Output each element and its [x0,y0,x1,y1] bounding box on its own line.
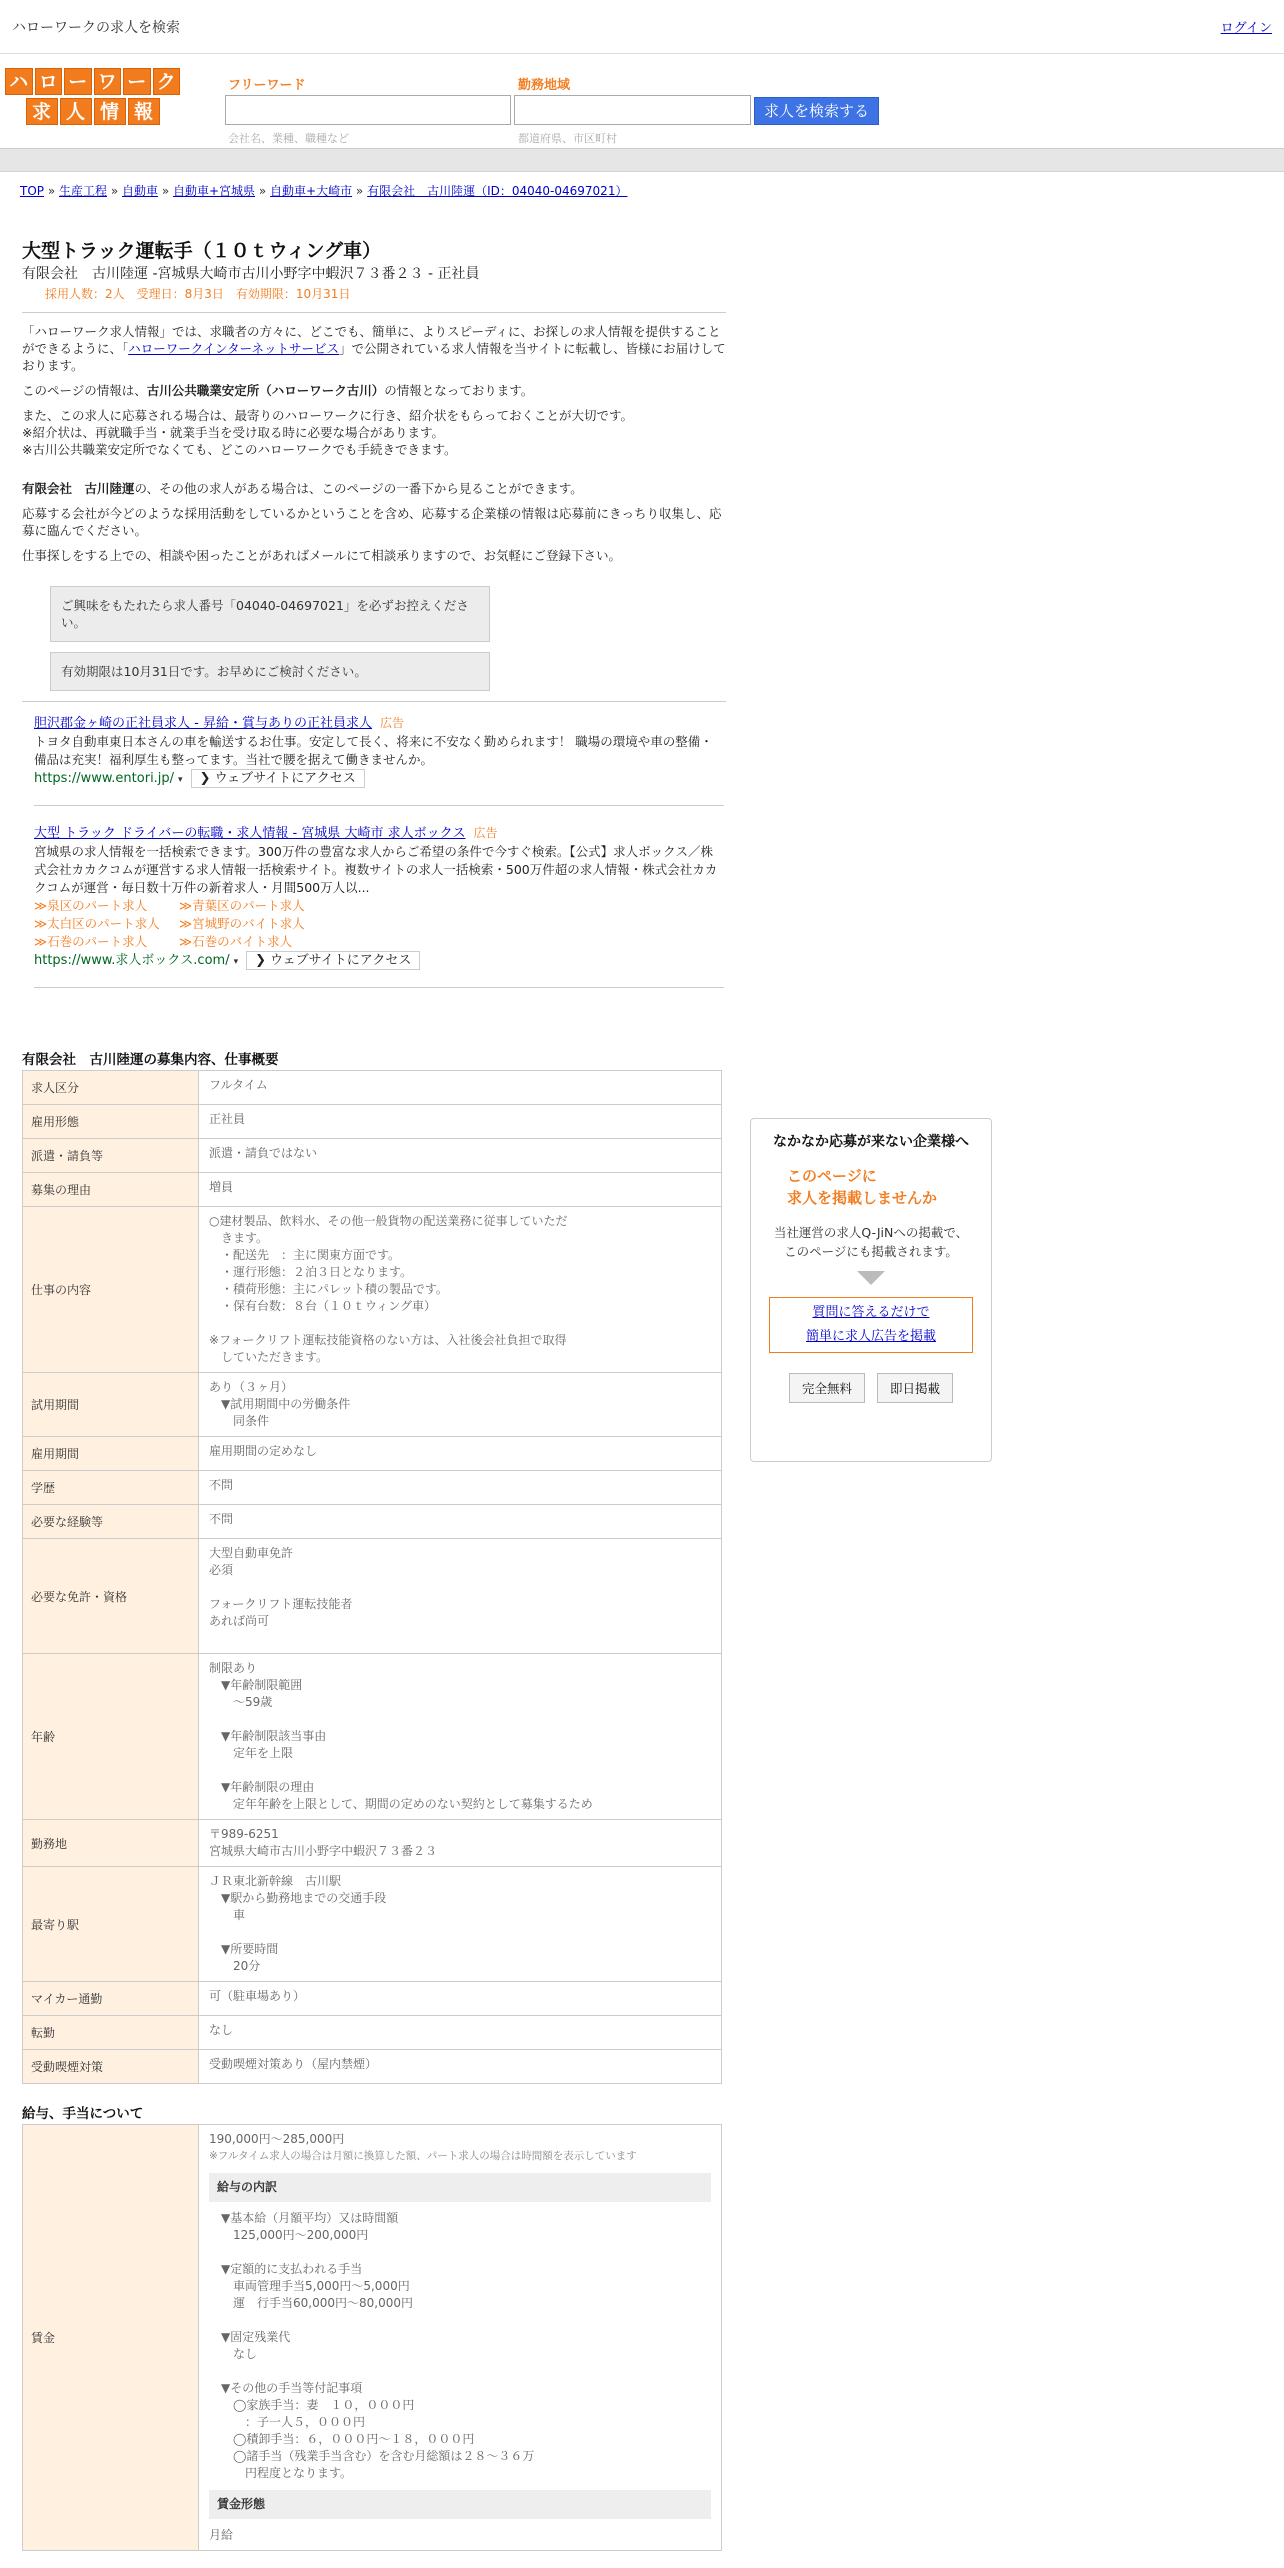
table-row [23,1207,722,1373]
row-value: 不問 [199,1505,722,1539]
row-value: 大型自動車免許 必須 フォークリフト運転技能者 あれば尚可 [199,1539,722,1654]
ad-sitelink[interactable]: ≫石巻のバイト求人 [179,934,293,949]
row-label: 転勤 [23,2016,199,2050]
row-value: 可（駐車場あり） [199,1982,722,2016]
notice-box: 有効期限は10月31日です。お早めにご検討ください。 [50,652,490,691]
ad-sitelink[interactable]: ≫石巻のパート求人 [34,934,148,949]
row-value: 制限あり ▼年齢制限範囲 〜59歳 ▼年齢制限該当事由 定年を上限 ▼年齢制限の理由 定年年齢を上限として、期間の定めのない契約として募集するため [199,1654,722,1820]
site-logo[interactable] [5,68,180,126]
ad-label: 広告 [473,826,498,840]
breadcrumb: TOP » 生産工程 » 自動車 » 自動車+宮城県 » 自動車+大崎市 » 有限会社 古川陸運（ID：04040-04697021） [20,184,628,198]
row-label: 賃金 [23,2125,199,2551]
down-arrow-icon [857,1271,885,1285]
table-row [23,2050,722,2084]
row-label: 雇用期間 [23,1437,199,1471]
intro-paragraph: 「ハローワーク求人情報」では、求職者の方々に、どこでも、簡単に、よりスピーディに、お探しの求人情報を提供することができるように、「ハローワークインターネットサービス」で公開されている求人情報を当サイトに転載し、皆様にお届けしております。 [22,324,726,373]
row-label: 勤務地 [23,1820,199,1867]
row-label: 募集の理由 [23,1173,199,1207]
salary-range: 190,000円〜285,000円 [209,2132,345,2146]
site-tagline: ハローワークの求人を検索 [12,19,180,36]
job-title: 大型トラック運転手（１０ｔウィング車） [22,240,382,262]
referral-paragraph: また、この求人に応募される場合は、最寄りのハローワークに行き、紹介状をもらっておくことが大切です。 ※紹介状は、再就職手当・就業手当を受け取る時に必要な場合があります。 ※古川公共職業安定所でなくても、どこのハローワークでも手続きできます。 [22,408,634,457]
row-label: マイカー通勤 [23,1982,199,2016]
logo-char: 情 [94,98,126,125]
salary-heading: 給与、手当について [22,2106,144,2122]
table-row [23,2125,722,2551]
logo-char: 報 [128,98,160,125]
job-meta: 採用人数：2人 受理日：8月3日 有効期限：10月31日 [45,287,351,301]
header-divider [0,148,1284,172]
details-heading: 有限会社 古川陸運の募集内容、仕事概要 [22,1052,279,1068]
salary-breakdown: ▼基本給（月額平均）又は時間額 125,000円〜200,000円 ▼定額的に支払われる手当 車両管理手当5,000円〜5,000円 運 行手当60,000円〜80,000円 ▼固定残業代 なし ▼その他の手当等付記事項 ◯家族手当：妻 １０，０００円 ：子一人５，０００円 ◯積卸手当：６，０００円〜１８，０００円 ◯諸手当（残業手当含む）を含む月総額は２８〜３６万 円程度となります。 [221,2211,535,2480]
row-label: 最寄り駅 [23,1867,199,1982]
logo-row-top [5,68,180,95]
free-button[interactable]: 完全無料 [789,1373,865,1403]
table-row [23,1654,722,1820]
table-row [23,1982,722,2016]
keyword-hint: 会社名、業種、職種など [228,132,349,145]
ad-block: 胆沢郡金ヶ崎の正社員求人 - 昇給・賞与ありの正社員求人 広告 トヨタ自動車東日本さんの車を輸送するお仕事。安定して長く、将来に不安なく勤められます！ 職場の環境や車の整備・備品は充実！福利厚生も整ってます。当社で腰を据えて働きませんか。 https://www.entori.jp/ ▾ ❯ ウェブサイトにアクセス [34,714,724,806]
ad-description: 宮城県の求人情報を一括検索できます。300万件の豊富な求人からご希望の条件で今すぐ検索。【公式】求人ボックス／株式会社カカクコムが運営する求人情報一括検索サイト。複数サイトの求人一括検索・500万件超の求人情報・株式会社カカクコムが運営・毎日数十万件の新着求人・月間500万人以... [34,844,718,895]
area-hint: 都道府県、市区町村 [518,132,617,145]
row-label: 学歴 [23,1471,199,1505]
table-row [23,1139,722,1173]
salary-table [22,2124,722,2551]
table-row [23,1105,722,1139]
ad-sitelink[interactable]: ≫泉区のパート求人 [34,898,148,913]
logo-row-bottom [5,98,180,125]
row-value: 派遣・請負ではない [199,1139,722,1173]
ad-description: トヨタ自動車東日本さんの車を輸送するお仕事。安定して長く、将来に不安なく勤められます！ 職場の環境や車の整備・備品は充実！福利厚生も整ってます。当社で腰を据えて働きませんか。 [34,734,713,767]
logo-char: ワ [94,68,122,95]
sidebar-description: 当社運営の求人Q-JiNへの掲載で、 このページにも掲載されます。 [773,1225,969,1259]
ad-title-link[interactable]: 胆沢郡金ヶ崎の正社員求人 - 昇給・賞与ありの正社員求人 [34,716,372,731]
logo-char: 求 [26,98,58,125]
sidebar-link[interactable]: 質問に答えるだけで [812,1305,930,1320]
advertiser-sidebar [750,1118,992,1462]
logo-char: ー [123,68,151,95]
table-row [23,2016,722,2050]
breadcrumb-link[interactable]: 自動車+大崎市 [270,184,353,198]
breadcrumb-link[interactable]: 自動車 [122,184,159,198]
breadcrumb-link[interactable]: 自動車+宮城県 [173,184,256,198]
salary-form-value: 月給 [209,2528,234,2542]
salary-form-title: 賃金形態 [209,2490,711,2519]
advice-paragraph: 応募する会社が今どのような採用活動をしているかということを含め、応募する企業様の情報は応募前にきっちり収集し、応募に臨んでください。 [22,506,722,538]
row-value: 〒989-6251 宮城県大崎市古川小野字中蝦沢７３番２３ [199,1820,722,1867]
keyword-input[interactable] [225,95,511,125]
search-button[interactable]: 求人を検索する [754,97,879,125]
table-row [23,1373,722,1437]
header [0,54,1284,148]
main-content [22,230,726,2551]
row-value: ＪＲ東北新幹線 古川駅 ▼駅から勤務地までの交通手段 車 ▼所要時間 20分 [199,1867,722,1982]
row-value: 正社員 [199,1105,722,1139]
salary-note: ※フルタイム求人の場合は月額に換算した額、パート求人の場合は時間額を表示しています [209,2150,637,2162]
login-link[interactable]: ログイン [1220,21,1272,36]
logo-char: ロ [35,68,63,95]
table-row [23,1539,722,1654]
ad-sitelink[interactable]: ≫太白区のパート求人 [34,916,160,931]
logo-char: ハ [5,68,33,95]
source-paragraph: このページの情報は、古川公共職業安定所（ハローワーク古川）の情報となっております。 [22,383,534,398]
row-value: 不問 [199,1471,722,1505]
row-label: 試用期間 [23,1373,199,1437]
table-row [23,1071,722,1105]
row-label: 派遣・請負等 [23,1139,199,1173]
row-value: 受動喫煙対策あり（屋内禁煙） [199,2050,722,2084]
same-day-button[interactable]: 即日掲載 [877,1373,953,1403]
ad-block: 大型 トラック ドライバーの転職・求人情報 - 宮城県 大崎市 求人ボックス 広告 宮城県の求人情報を一括検索できます。300万件の豊富な求人からご希望の条件で今すぐ検索。【公式】求人ボックス／株式会社カカクコムが運営する求人情報一括検索サイト。複数サイトの求人一括検索・500万件超の求人情報・株式会社カカクコムが運営・毎日数十万件の新着求人・月間500万人以... ≫泉区のパート求人 ≫青葉区のパート求人 ≫太白区のパート求人 ≫宮城野のバイト求人 ≫石巻のパート求人 ≫石巻のバイト求人 https://www.求人ボックス.com/ ▾ ❯ ウェブサイトにアクセス [34,824,724,988]
visit-site-button[interactable]: ❯ ウェブサイトにアクセス [246,951,420,970]
row-label: 仕事の内容 [23,1207,199,1373]
table-row [23,1173,722,1207]
ad-sitelink[interactable]: ≫宮城野のバイト求人 [179,916,305,931]
row-label: 必要な経験等 [23,1505,199,1539]
row-label: 求人区分 [23,1071,199,1105]
top-bar [0,0,1284,54]
other-jobs-paragraph: 有限会社 古川陸運の、その他の求人がある場合は、このページの一番下から見ることができます。 [22,481,583,496]
table-row [23,1437,722,1471]
breadcrumb-link[interactable]: TOP [20,184,45,198]
breadcrumb-link[interactable]: 有限会社 古川陸運（ID：04040-04697021） [367,184,628,198]
logo-char: 人 [60,98,92,125]
consult-paragraph: 仕事探しをする上での、相談や困ったことがあればメールにて相談承りますので、お気軽にご登録下さい。 [22,548,622,563]
visit-site-button[interactable]: ❯ ウェブサイトにアクセス [191,769,365,788]
row-value: あり（３ヶ月） ▼試用期間中の労働条件 同条件 [199,1373,722,1437]
row-value: ○建材製品、飲料水、その他一般貨物の配送業務に従事していただ きます。 ・配送先 ：主に関東方面です。 ・運行形態：２泊３日となります。 ・積荷形態：主にパレット積の製品です。 ・保有台数：８台（１０ｔウィング車） ※フォークリフト運転技能資格のない方は、入社後会社負担で取得 していただきます。 [199,1207,722,1373]
company-line: 有限会社 古川陸運 -宮城県大崎市古川小野字中蝦沢７３番２３ - 正社員 [22,266,480,282]
logo-char: ク [153,68,181,95]
sidebar-title: なかなか応募が来ない企業様へ [773,1134,969,1150]
ad-title-link[interactable]: 大型 トラック ドライバーの転職・求人情報 - 宮城県 大崎市 求人ボックス [34,826,466,841]
sidebar-link[interactable]: 簡単に求人広告を掲載 [805,1329,936,1344]
hellowork-link[interactable]: ハローワークインターネットサービス [128,341,340,356]
area-label: 勤務地域 [518,78,571,93]
table-row [23,1820,722,1867]
keyword-label: フリーワード [228,78,306,93]
table-row [23,1867,722,1982]
row-value: なし [199,2016,722,2050]
ad-sitelink[interactable]: ≫青葉区のパート求人 [179,898,305,913]
breadcrumb-link[interactable]: 生産工程 [59,184,108,198]
table-row [23,1505,722,1539]
table-row [23,1471,722,1505]
area-input[interactable] [514,95,751,125]
divider [22,701,726,702]
salary-breakdown-title: 給与の内訳 [209,2173,711,2202]
divider [22,312,726,313]
row-label: 雇用形態 [23,1105,199,1139]
ad-label: 広告 [379,716,404,730]
notice-box: ご興味をもたれたら求人番号「04040-04697021」を必ずお控えください。 [50,586,490,642]
row-label: 受動喫煙対策 [23,2050,199,2084]
ad-sitelinks [34,897,724,951]
row-label: 年齢 [23,1654,199,1820]
row-value: 雇用期間の定めなし [199,1437,722,1471]
job-details-table [22,1070,722,2084]
row-value: 増員 [199,1173,722,1207]
row-label: 必要な免許・資格 [23,1539,199,1654]
row-value: フルタイム [199,1071,722,1105]
logo-char: ー [64,68,92,95]
sidebar-link-box [769,1297,973,1353]
ad-url[interactable]: https://www.求人ボックス.com/ [34,953,230,968]
sidebar-offer: このページに 求人を掲載しませんか [787,1167,938,1207]
ad-url[interactable]: https://www.entori.jp/ [34,771,175,786]
